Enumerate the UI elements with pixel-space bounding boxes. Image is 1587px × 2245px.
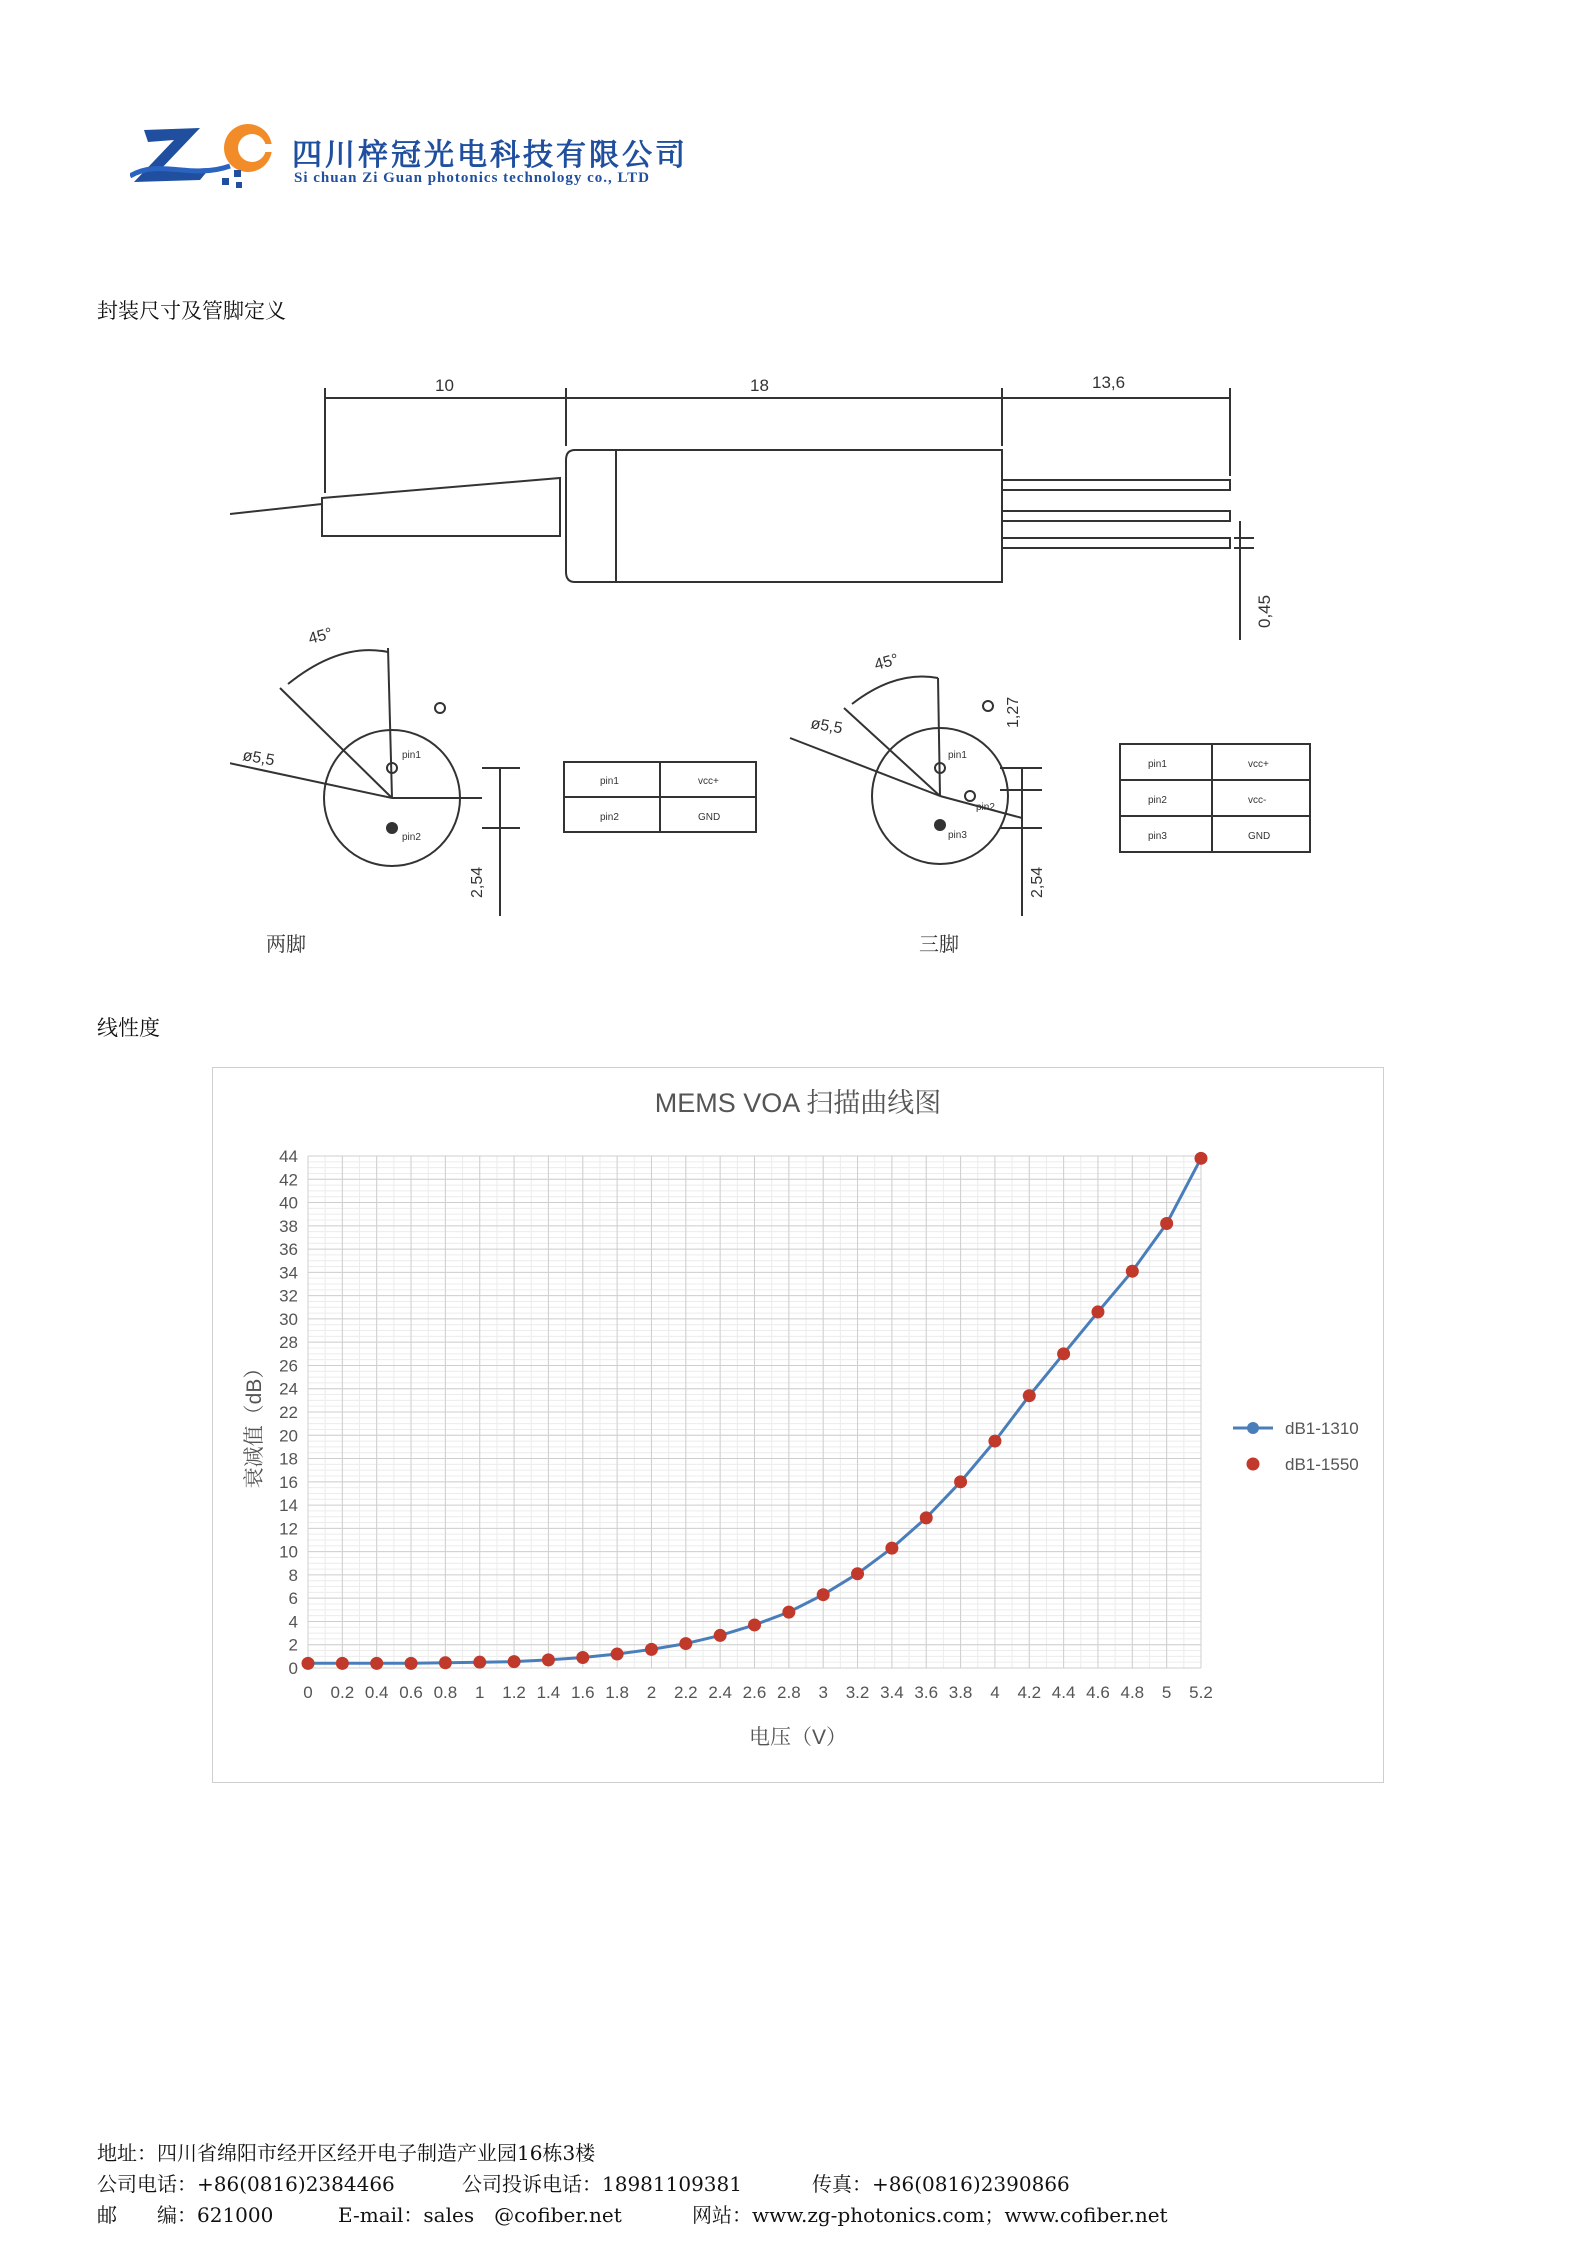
data-point-dB1-1550 [988, 1435, 1001, 1448]
data-point-dB1-1550 [336, 1657, 349, 1670]
three-pin-table-r2c2: vcc- [1248, 795, 1267, 806]
y-tick-label: 20 [279, 1426, 298, 1446]
x-tick-label: 4.8 [1120, 1683, 1145, 1702]
three-pin-table-r1c1: pin1 [1148, 759, 1167, 770]
legend-marker [1247, 1422, 1259, 1434]
x-tick-label: 3.4 [880, 1683, 904, 1702]
dim-13-6: 13,6 [1092, 373, 1126, 392]
y-tick-label: 6 [288, 1589, 298, 1609]
x-tick-label: 2.4 [708, 1683, 732, 1702]
three-pin-circle-label-3: pin3 [948, 830, 967, 841]
x-tick-label: 3.6 [914, 1683, 939, 1702]
y-tick-label: 38 [279, 1216, 298, 1236]
chart-legend [1233, 1419, 1359, 1474]
data-point-dB1-1550 [679, 1637, 692, 1650]
y-tick-label: 40 [279, 1193, 298, 1213]
x-tick-label: 3 [818, 1683, 828, 1702]
data-point-dB1-1550 [885, 1542, 898, 1555]
x-tick-label: 1.8 [605, 1683, 629, 1702]
data-point-dB1-1550 [817, 1588, 830, 1601]
data-point-dB1-1550 [782, 1606, 795, 1619]
y-tick-label: 28 [279, 1333, 298, 1353]
data-point-dB1-1550 [1057, 1347, 1070, 1360]
dia-three: ø5,5 [809, 715, 844, 738]
y-tick-label: 10 [279, 1542, 298, 1562]
company-logo [130, 118, 280, 198]
x-tick-label: 0.6 [399, 1683, 423, 1702]
x-tick-label: 2.8 [777, 1683, 801, 1702]
y-tick-labels [279, 1147, 298, 1678]
x-tick-label: 0.8 [433, 1683, 458, 1702]
data-point-dB1-1550 [851, 1567, 864, 1580]
data-point-dB1-1550 [508, 1655, 521, 1668]
chart-title: MEMS VOA 扫描曲线图 [654, 1088, 942, 1118]
footer-postcode: 邮 编：621000 [97, 2203, 274, 2227]
dim-18: 18 [750, 376, 769, 395]
x-tick-labels [303, 1683, 1213, 1702]
x-tick-label: 3.8 [948, 1683, 973, 1702]
x-tick-label: 2.2 [673, 1683, 698, 1702]
two-pin-table-r1c2: vcc+ [698, 776, 719, 787]
legend-marker [1247, 1458, 1260, 1471]
data-point-dB1-1550 [1091, 1305, 1104, 1318]
x-tick-label: 1.4 [536, 1683, 561, 1702]
data-point-dB1-1550 [645, 1643, 658, 1656]
x-tick-label: 5 [1161, 1683, 1172, 1702]
x-tick-label: 1.2 [502, 1683, 526, 1702]
legend-label: dB1-1550 [1285, 1455, 1359, 1474]
x-tick-label: 4.4 [1051, 1683, 1076, 1702]
two-pin-table-r2c1: pin2 [600, 812, 619, 823]
data-point-dB1-1550 [542, 1653, 555, 1666]
two-pin-circle-label-1: pin1 [402, 750, 421, 761]
footer-phone: 公司电话：+86(0816)2384466 [97, 2172, 395, 2196]
data-point-dB1-1550 [714, 1629, 727, 1642]
angle-45-three: 45° [872, 651, 901, 674]
y-tick-label: 4 [288, 1612, 298, 1632]
data-point-dB1-1550 [405, 1657, 418, 1670]
x-axis-label: 电压（V） [748, 1726, 848, 1749]
x-tick-label: 5.2 [1189, 1683, 1213, 1702]
x-tick-label: 4 [990, 1683, 1000, 1702]
three-pin-circle-label-2: pin2 [976, 802, 995, 813]
pitch-two: 2,54 [469, 866, 486, 898]
y-tick-label: 30 [279, 1309, 298, 1329]
x-tick-label: 0 [303, 1683, 313, 1702]
y-tick-label: 2 [288, 1635, 298, 1655]
caption-three-pin: 三脚 [919, 932, 959, 956]
y-axis-label: 衰减值（dB） [243, 1357, 266, 1489]
two-pin-circle-label-2: pin2 [402, 832, 421, 843]
data-point-dB1-1550 [302, 1657, 315, 1670]
y-tick-label: 26 [279, 1356, 298, 1376]
three-pin-table-r3c1: pin3 [1148, 831, 1167, 842]
pitch-three-127: 1,27 [1005, 696, 1022, 728]
y-tick-label: 32 [279, 1286, 298, 1306]
footer-address: 地址：四川省绵阳市经开区经开电子制造产业园16栋3楼 [97, 2141, 596, 2165]
data-point-dB1-1550 [748, 1618, 761, 1631]
footer-fax: 传真：+86(0816)2390866 [812, 2172, 1070, 2196]
three-pin-table-r1c2: vcc+ [1248, 759, 1269, 770]
data-point-dB1-1550 [1126, 1265, 1139, 1278]
dim-10: 10 [435, 376, 454, 395]
dia-two: ø5,5 [241, 747, 276, 770]
zg-logo-icon [130, 118, 280, 198]
footer-website[interactable]: 网站：www.zg-photonics.com；www.cofiber.net [692, 2203, 1168, 2227]
two-pin-table-r1c1: pin1 [600, 776, 619, 787]
x-tick-label: 3.2 [845, 1683, 870, 1702]
x-tick-label: 2 [646, 1683, 657, 1702]
data-point-dB1-1550 [473, 1656, 486, 1669]
x-tick-label: 1 [474, 1683, 485, 1702]
dim-0-45: 0,45 [1255, 594, 1274, 628]
y-tick-label: 24 [279, 1379, 298, 1399]
data-point-dB1-1550 [1023, 1389, 1036, 1402]
company-name-cn: 四川梓冠光电科技有限公司 [292, 138, 688, 173]
y-tick-label: 8 [288, 1565, 298, 1585]
y-tick-label: 36 [279, 1240, 298, 1260]
y-tick-label: 18 [279, 1449, 298, 1469]
x-tick-label: 4.2 [1017, 1683, 1042, 1702]
y-tick-label: 22 [279, 1403, 298, 1422]
data-point-dB1-1550 [920, 1511, 933, 1524]
chart-grid [308, 1156, 1201, 1668]
y-tick-label: 34 [279, 1263, 298, 1283]
section-title-linearity: 线性度 [97, 1016, 160, 1040]
data-point-dB1-1550 [439, 1656, 452, 1669]
data-point-dB1-1550 [576, 1651, 589, 1664]
y-tick-label: 44 [279, 1147, 298, 1166]
x-tick-label: 0.2 [330, 1683, 355, 1702]
section-title-package: 封装尺寸及管脚定义 [97, 299, 286, 323]
footer-complaint: 公司投诉电话：18981109381 [462, 2172, 742, 2196]
data-point-dB1-1550 [611, 1648, 624, 1661]
data-point-dB1-1550 [1195, 1152, 1208, 1165]
data-point-dB1-1550 [954, 1475, 967, 1488]
pitch-three: 2,54 [1029, 866, 1046, 898]
data-point-dB1-1550 [370, 1657, 383, 1670]
x-tick-label: 0.4 [364, 1683, 389, 1702]
y-tick-label: 16 [279, 1472, 298, 1492]
caption-two-pin: 两脚 [266, 932, 306, 956]
voa-scan-chart [213, 1068, 1383, 1782]
three-pin-table-r2c1: pin2 [1148, 795, 1167, 806]
chart-frame [212, 1067, 1384, 1783]
x-tick-label: 4.6 [1086, 1683, 1110, 1702]
company-name-en: Si chuan Zi Guan photonics technology co., LTD [294, 170, 650, 186]
footer-email[interactable]: E-mail：sales @cofiber.net [338, 2203, 622, 2227]
data-point-dB1-1550 [1160, 1217, 1173, 1230]
legend-label: dB1-1310 [1285, 1419, 1359, 1438]
three-pin-table-r3c2: GND [1248, 831, 1271, 842]
two-pin-table-r2c2: GND [698, 812, 721, 823]
x-tick-label: 1.6 [570, 1683, 595, 1702]
three-pin-circle-label-1: pin1 [948, 750, 967, 761]
y-tick-label: 12 [279, 1519, 298, 1539]
y-tick-label: 0 [288, 1659, 298, 1678]
angle-45-two: 45° [306, 625, 335, 648]
y-tick-label: 14 [279, 1496, 298, 1516]
y-tick-label: 42 [279, 1170, 298, 1190]
package-drawing [230, 328, 1370, 916]
x-tick-label: 2.6 [742, 1683, 767, 1702]
